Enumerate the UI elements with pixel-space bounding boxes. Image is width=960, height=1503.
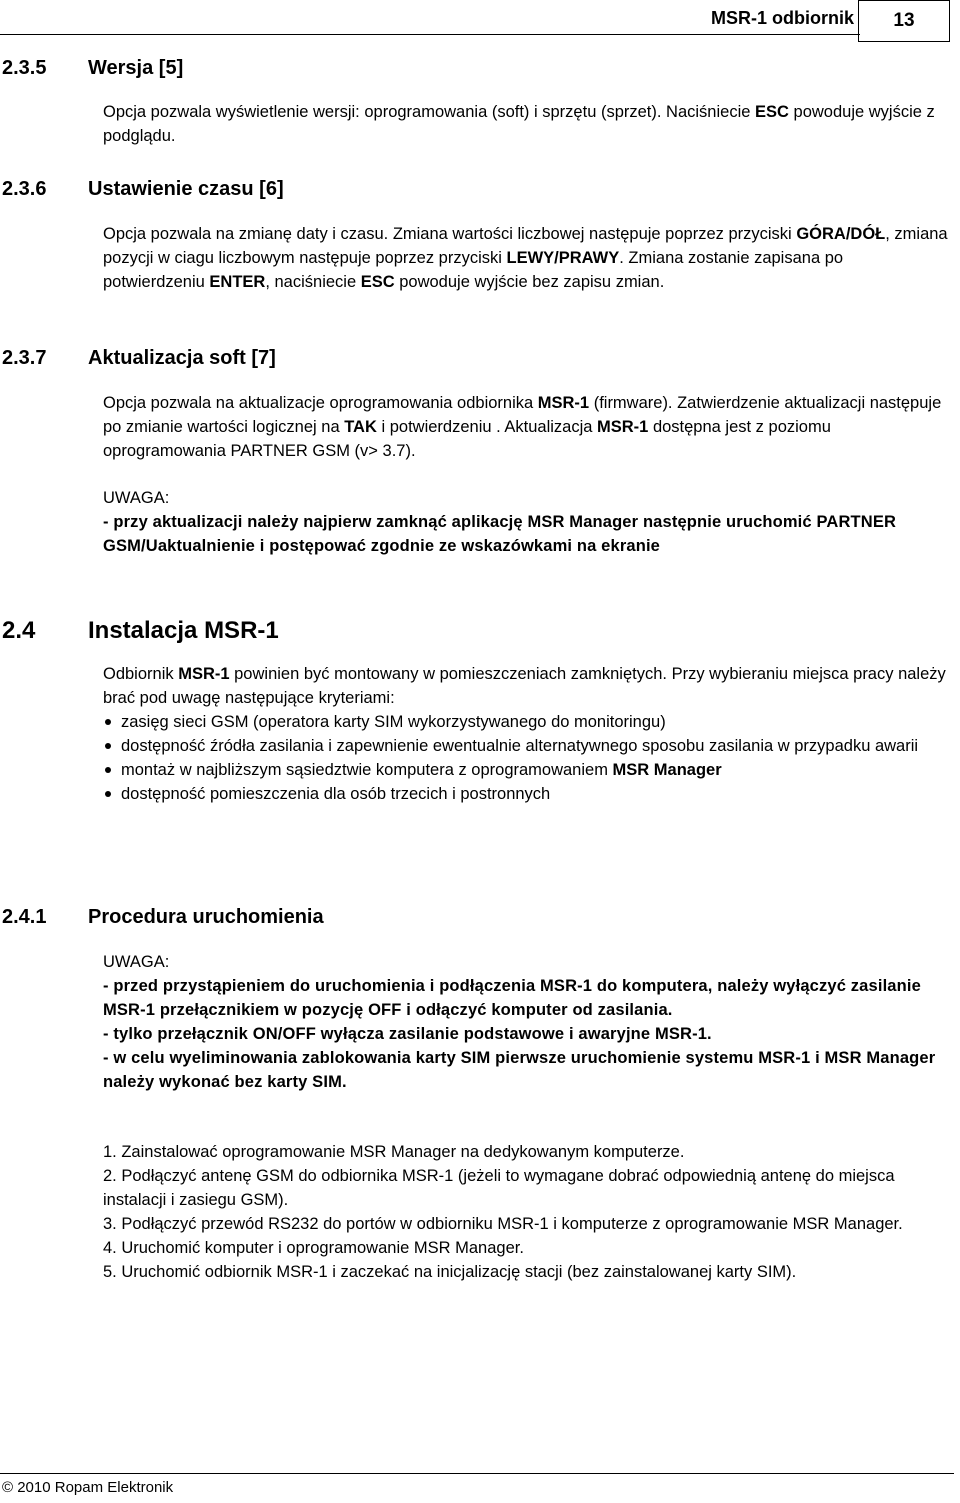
procedure-steps — [103, 1140, 948, 1284]
section-heading-2-3-7 — [2, 347, 276, 370]
section-number: 2.3.7 — [2, 347, 47, 369]
footer-copyright: © 2010 Ropam Elektronik — [2, 1479, 174, 1496]
warning-title: UWAGA: — [103, 953, 170, 971]
section-title: Aktualizacja soft [7] — [88, 347, 276, 369]
section-number: 2.3.6 — [2, 178, 47, 200]
paragraph-installation: Odbiornik MSR-1 powinien być montowany w pomieszczeniach zamkniętych. Przy wybieraniu miejsca pracy należy brać pod uwagę następujące kryteriami: — [103, 665, 946, 707]
warning-line: - tylko przełącznik ON/OFF wyłącza zasilanie podstawowe i awaryjne MSR-1. — [103, 1025, 712, 1043]
section-title: Instalacja MSR-1 — [88, 617, 279, 644]
list-item: 4. Uruchomić komputer i oprogramowanie MSR Manager. — [103, 1239, 524, 1257]
list-item: montaż w najbliższym sąsiedztwie komputera z oprogramowaniem MSR Manager — [103, 758, 948, 782]
list-item: dostępność pomieszczenia dla osób trzecich i postronnych — [103, 782, 948, 806]
section-heading-2-3-6 — [2, 178, 284, 201]
section-title: Ustawienie czasu [6] — [88, 178, 284, 200]
paragraph-version: Opcja pozwala wyświetlenie wersji: oprogramowania (soft) i sprzętu (sprzet). Naciśniecie ESC powoduje wyjście z podglądu. — [103, 103, 935, 145]
header-rule — [0, 34, 860, 35]
section-heading-2-4 — [2, 617, 279, 645]
section-number: 2.4 — [2, 617, 36, 644]
paragraph-time-setting: Opcja pozwala na zmianę daty i czasu. Zmiana wartości liczbowej następuje poprzez przyciski GÓRA/DÓŁ, zmiana pozycji w ciagu liczbowym następuje poprzez przyciski LEWY/PRAWY. Zmiana zostanie zapisana po potwierdzeniu ENTER, naciśniecie ESC powoduje wyjście bez zapisu zmian. — [103, 225, 948, 291]
paragraph-update: Opcja pozwala na aktualizacje oprogramowania odbiornika MSR-1 (firmware). Zatwierdzenie aktualizacji następuje po zmianie wartości logicznej na TAK i potwierdzeniu . Aktualizacja MSR-1 dostępna jest z poziomu oprogramowania PARTNER GSM (v> 3.7). — [103, 394, 942, 460]
section-heading-2-4-1 — [2, 906, 324, 929]
warning-text: - przy aktualizacji należy najpierw zamknąć aplikację MSR Manager następnie uruchomić PARTNER GSM/Uaktualnienie i postępować zgodnie ze wskazówkami na ekranie — [103, 513, 897, 555]
list-item: zasięg sieci GSM (operatora karty SIM wykorzystywanego do monitoringu) — [103, 710, 948, 734]
header-title: MSR-1 odbiornik — [711, 8, 854, 28]
list-item: 1. Zainstalować oprogramowanie MSR Manager na dedykowanym komputerze. — [103, 1143, 685, 1161]
warning-title: UWAGA: — [103, 489, 170, 507]
list-item: 5. Uruchomić odbiornik MSR-1 i zaczekać na inicjalizację stacji (bez zainstalowanej karty SIM). — [103, 1263, 797, 1281]
footer-rule — [0, 1473, 954, 1474]
warning-block-update — [103, 486, 948, 558]
page-number-box — [858, 0, 950, 42]
section-number: 2.3.5 — [2, 57, 47, 79]
page-number: 13 — [893, 10, 915, 31]
list-item: 3. Podłączyć przewód RS232 do portów w odbiorniku MSR-1 i komputerze z oprogramowanie MSR Manager. — [103, 1215, 903, 1233]
warning-line: - w celu wyeliminowania zablokowania karty SIM pierwsze uruchomienie systemu MSR-1 i MSR Manager należy wykonać bez karty SIM. — [103, 1049, 936, 1091]
section-number: 2.4.1 — [2, 906, 47, 928]
section-title: Wersja [5] — [88, 57, 184, 79]
warning-block-procedure — [103, 950, 948, 1094]
list-item: 2. Podłączyć antenę GSM do odbiornika MSR-1 (jeżeli to wymagane dobrać odpowiednią antenę do miejsca instalacji i zasiegu GSM). — [103, 1167, 895, 1209]
section-title: Procedura uruchomienia — [88, 906, 324, 928]
list-item: dostępność źródła zasilania i zapewnienie ewentualnie alternatywnego sposobu zasilania w przypadku awarii — [103, 734, 948, 758]
warning-line: - przed przystąpieniem do uruchomienia i podłączenia MSR-1 do komputera, należy wyłączyć zasilanie MSR-1 przełącznikiem w pozycję OFF i odłączyć komputer od zasilania. — [103, 977, 921, 1019]
criteria-list — [103, 710, 948, 806]
section-heading-2-3-5 — [2, 57, 183, 80]
